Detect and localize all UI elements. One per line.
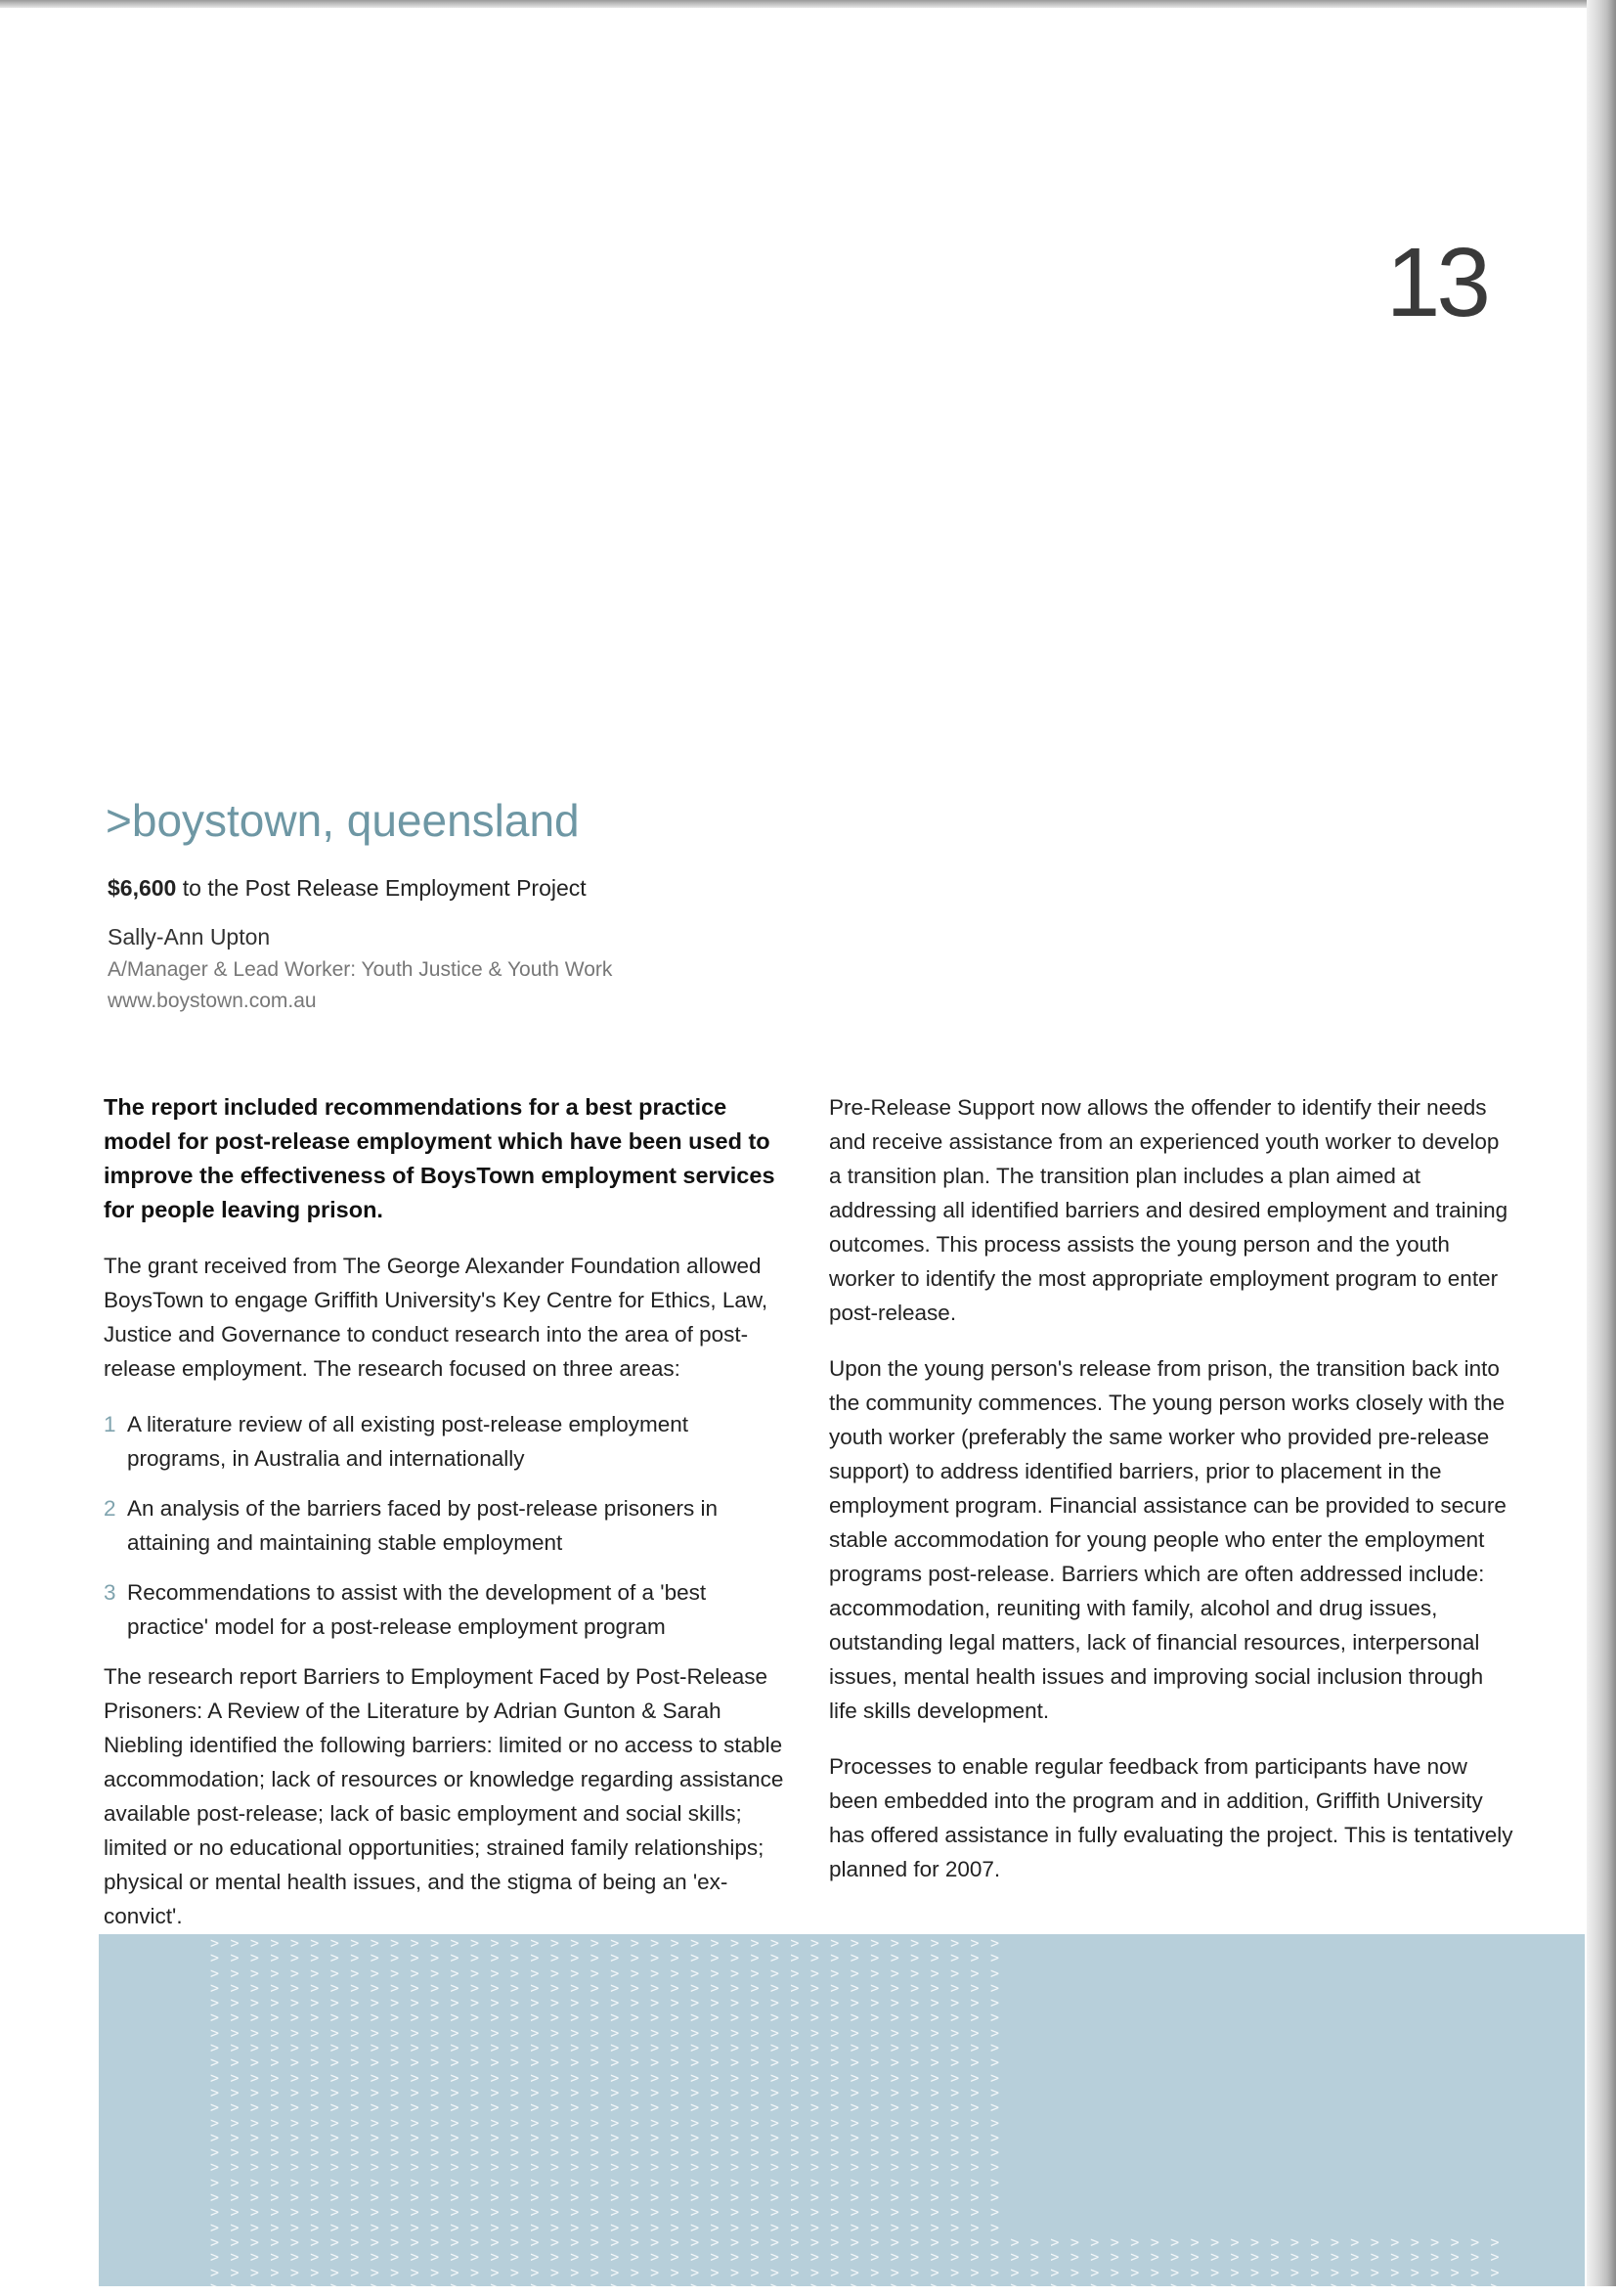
research-areas-list bbox=[104, 1407, 788, 1644]
contact-url: www.boystown.com.au bbox=[108, 990, 317, 1012]
report-paragraph: The research report Barriers to Employment Faced by Post-Release Prisoners: A Review of the Literature by Adrian Gunton & Sarah Niebling identified the following barriers: limited or no access to stable accommodation; lack of resources or knowledge regarding assistance available post-release; lack of basic employment and social skills; limited or no educational opportunities; strained family relationships; physical or mental health issues, and the stigma of being an 'ex-convict'. bbox=[104, 1664, 784, 1928]
grant-amount: $6,600 bbox=[108, 875, 177, 901]
contact-role: A/Manager & Lead Worker: Youth Justice & Youth Work bbox=[108, 958, 613, 981]
left-column bbox=[104, 1090, 788, 1955]
intro-paragraph: The grant received from The George Alexander Foundation allowed BoysTown to engage Griffith University's Key Centre for Ethics, Law, Justice and Governance to conduct research into the area of post-release employment. The research focused on three areas: bbox=[104, 1254, 768, 1381]
grant-label: to the Post Release Employment Project bbox=[176, 875, 587, 901]
list-item-text: Recommendations to assist with the development of a 'best practice' model for a post-release employment program bbox=[127, 1580, 707, 1639]
list-number: 3 bbox=[104, 1580, 116, 1605]
page-top-edge bbox=[0, 0, 1616, 8]
list-item-text: An analysis of the barriers faced by post-release prisoners in attaining and maintaining stable employment bbox=[127, 1496, 719, 1555]
list-item bbox=[104, 1575, 788, 1644]
page-number: 13 bbox=[1385, 228, 1487, 337]
page-binding-edge bbox=[1587, 0, 1616, 2286]
lead-paragraph: The report included recommendations for a best practice model for post-release employment which have been used to improve the effectiveness of BoysTown employment services for people leaving prison. bbox=[104, 1094, 775, 1222]
arrow-pattern-decoration: > > > > > > > > > > > > > > > > > > > > > > > > > > > > > > > > > > > > > > > > > > > > > > > > > > > > > > > > > > > > > > > > > > > > > > > > > > > > > > > > > > > > > > > > > > > > > > > > > > > > > > > > > > > > > > > > > > > > > > > > > > > > > > > > > > > > > > > > > > > > > > > > > > > > > > > > > > > > > > > > > > > > > > > > > > > > > > > > > > > > > > > > > > > > > > > > > > > > > > > > > > > > > > > > > > > > > > > > > > > > > > > > > > > > > > > > > > > > > > > > > > > > > > > > > > > > > > > > > > > > > > > > > > > > > > > > > > > > > > > > > > > > > > > > > > > > > > > > > > > > > > > > > > > > > > > > > > > > > > > > > > > > > > > > > > > > > > > > > > > > > > > > > > > > > > > > > > > > > > > > > > > > > > > > > > > > > > > > > > > > > > > > > > > > > > > > > > > > > > > > > > > > > > > > > > > > > > > > > > > > > > > > > > > > > > > > > > > > > > > > > > > > > > > > > > > > > > > > > > > > > > > > > > > > > > > > > > > > > > > > > > > > > > > > > > > > > > > > > > > > > > > > > > > > > > > > > > > > > > > > > > > > > > > > > > > > > > > > > > > > > > > > > > > > > > > > > > > > > > > > > > > > > > > > > > > > > > > > > > > > > > > > > > > > > > > > > > > > > > > > > > > > > > > > > > > > > > > > > > > > > > > > > > > > > > > > > > > > > > > > > > > > > > > > > > > > > > > > > > > > > > > > > > > > > > > > > > > > > > > > > > > > > > > > > > > > > > > > > > > > > > > > > > > > > > > > > > > > > > > > > > > > > > > > > > > > > > > > > > > > > > > > > > > > > > > > > > > > > > > > > > > > > > > > > > > > > > > > > > > > > > > > > > > > > > > > > > > > > > > > > > > > > > > > > > > > > > > > > > > > > > > > > > > > > > > > > > > > > > > > > > > > > > > > > > > > > > > > > > > > > > > > > > > > > > > > > > > > > > > > > > > > > > > > > > > > > > > > > > > > > > > > > > > > > > > > > > > > > > > > > > > > > > > > > > > > > > > > > > > > > > > > > > > > > > > > > > > > > > > > > > > > > > > > > > > > > > > > > > > > > > > > > > > > > > > > > > > > > > > > > > > > > > > > > > > > > > > > > > > > > > > > > > > > > > > > > > > > > > > > > > > > > > > > > > > > > > > > > > > > bbox=[210, 1934, 1501, 2296]
list-item bbox=[104, 1491, 788, 1560]
feedback-paragraph: Processes to enable regular feedback from participants have now been embedded into the program and in addition, Griffith University has offered assistance in fully evaluating the project. This is tentatively planned for 2007. bbox=[829, 1754, 1513, 1881]
list-item-text: A literature review of all existing post-release employment programs, in Australia and internationally bbox=[127, 1412, 689, 1471]
list-number: 2 bbox=[104, 1496, 116, 1521]
org-title: >boystown, queensland bbox=[106, 795, 580, 846]
grant-line bbox=[108, 875, 587, 902]
right-column bbox=[829, 1090, 1513, 1908]
pre-release-paragraph: Pre-Release Support now allows the offender to identify their needs and receive assistance from an experienced youth worker to develop a transition plan. The transition plan includes a plan aimed at addressing all identified barriers and desired employment and training outcomes. This process assists the young person and the youth worker to identify the most appropriate employment program to enter post-release. bbox=[829, 1095, 1508, 1325]
list-number: 1 bbox=[104, 1412, 116, 1436]
contact-name: Sally-Ann Upton bbox=[108, 924, 271, 949]
list-item bbox=[104, 1407, 788, 1476]
footer-notch bbox=[0, 2218, 99, 2286]
release-paragraph: Upon the young person's release from prison, the transition back into the community commences. The young person works closely with the youth worker (preferably the same worker who provided pre-release support) to address identified barriers, prior to placement in the employment program. Financial assistance can be provided to secure stable accommodation for young people who enter the employment programs post-release. Barriers which are often addressed include: accommodation, reuniting with family, alcohol and drug issues, outstanding legal matters, lack of financial resources, interpersonal issues, mental health issues and improving social inclusion through life skills development. bbox=[829, 1356, 1507, 1723]
